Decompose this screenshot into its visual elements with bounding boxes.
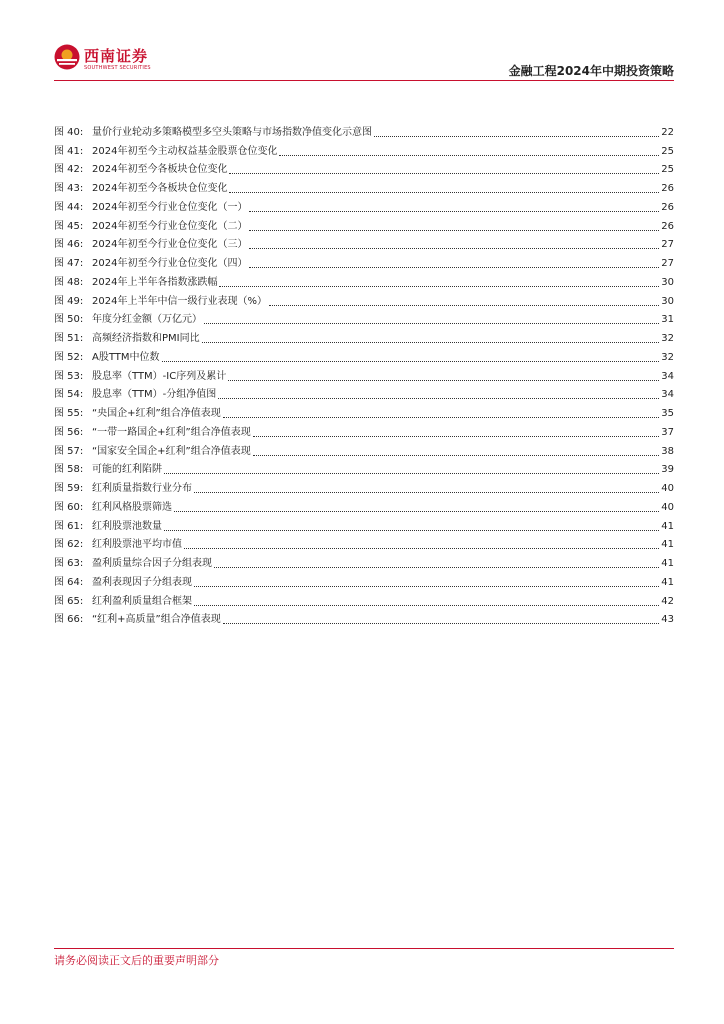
toc-entry[interactable] bbox=[54, 514, 674, 533]
toc-figure-number: 图 55: bbox=[54, 408, 84, 419]
toc-figure-number: 图 41: bbox=[54, 145, 84, 157]
toc-figure-number: 图 47: bbox=[54, 258, 84, 269]
toc-figure-title: 高频经济指数和PMI同比 bbox=[92, 333, 200, 344]
toc-page-number: 38 bbox=[661, 445, 674, 457]
toc-figure-number: 图 40: bbox=[54, 126, 84, 138]
footer-disclaimer: 请务必阅读正文后的重要声明部分 bbox=[54, 954, 219, 967]
logo-emblem-icon bbox=[54, 44, 80, 70]
toc-figure-title: 2024年上半年各指数涨跌幅 bbox=[92, 276, 218, 288]
toc-figure-title: 2024年初至今行业仓位变化（三） bbox=[92, 239, 248, 251]
toc-leader-dots bbox=[164, 529, 659, 531]
toc-figure-number: 图 56: bbox=[54, 426, 84, 438]
toc-leader-dots bbox=[194, 491, 659, 493]
page-header bbox=[54, 40, 674, 82]
toc-figure-number: 图 59: bbox=[54, 483, 84, 494]
toc-leader-dots bbox=[162, 360, 660, 362]
toc-figure-number: 图 54: bbox=[54, 389, 84, 401]
toc-page-number: 34 bbox=[661, 389, 674, 401]
toc-page-number: 26 bbox=[661, 220, 674, 232]
toc-figure-number: 图 58: bbox=[54, 464, 84, 476]
toc-entry[interactable] bbox=[54, 420, 674, 439]
toc-page-number: 41 bbox=[661, 520, 674, 532]
toc-leader-dots bbox=[218, 397, 659, 399]
toc-leader-dots bbox=[194, 604, 659, 606]
toc-leader-dots bbox=[249, 266, 659, 268]
toc-figure-number: 图 53: bbox=[54, 370, 84, 382]
toc-page-number: 40 bbox=[661, 483, 674, 494]
toc-entry[interactable] bbox=[54, 439, 674, 458]
toc-figure-title: 股息率（TTM）-IC序列及累计 bbox=[92, 370, 227, 382]
toc-leader-dots bbox=[229, 191, 659, 193]
toc-entry[interactable] bbox=[54, 589, 674, 608]
toc-leader-dots bbox=[253, 454, 660, 456]
toc-figure-title: “国家安全国企+红利”组合净值表现 bbox=[92, 445, 251, 457]
toc-entry[interactable] bbox=[54, 551, 674, 570]
toc-figure-number: 图 45: bbox=[54, 220, 84, 232]
toc-entry[interactable] bbox=[54, 233, 674, 252]
toc-leader-dots bbox=[228, 379, 659, 381]
toc-figure-title: 盈利表现因子分组表现 bbox=[92, 576, 192, 588]
toc-entry[interactable] bbox=[54, 608, 674, 627]
toc-figure-title: “红利+高质量”组合净值表现 bbox=[92, 614, 221, 626]
toc-entry[interactable] bbox=[54, 120, 674, 139]
toc-leader-dots bbox=[253, 435, 660, 437]
toc-entry[interactable] bbox=[54, 139, 674, 158]
toc-figure-title: 2024年上半年中信一级行业表现（%） bbox=[92, 295, 267, 307]
toc-figure-title: 2024年初至今行业仓位变化（一） bbox=[92, 201, 248, 213]
toc-entry[interactable] bbox=[54, 345, 674, 364]
toc-entry[interactable] bbox=[54, 364, 674, 383]
header-divider bbox=[54, 80, 674, 81]
toc-entry[interactable] bbox=[54, 533, 674, 552]
toc-figure-number: 图 51: bbox=[54, 333, 84, 344]
toc-figure-title: 红利质量指数行业分布 bbox=[92, 483, 192, 494]
toc-entry[interactable] bbox=[54, 289, 674, 308]
toc-figure-number: 图 66: bbox=[54, 614, 84, 626]
toc-leader-dots bbox=[184, 547, 659, 549]
toc-leader-dots bbox=[202, 341, 660, 343]
toc-figure-title: 2024年初至今行业仓位变化（二） bbox=[92, 220, 248, 232]
toc-page-number: 42 bbox=[661, 595, 674, 607]
toc-page-number: 35 bbox=[661, 408, 674, 419]
toc-figure-number: 图 44: bbox=[54, 201, 84, 213]
toc-entry[interactable] bbox=[54, 195, 674, 214]
toc-page-number: 37 bbox=[661, 426, 674, 438]
toc-figure-title: A股TTM中位数 bbox=[92, 351, 160, 363]
toc-figure-title: 2024年初至今各板块仓位变化 bbox=[92, 183, 228, 194]
toc-figure-number: 图 62: bbox=[54, 539, 84, 551]
toc-figure-title: 2024年初至今主动权益基金股票仓位变化 bbox=[92, 145, 278, 157]
toc-figure-title: 股息率（TTM）-分组净值图 bbox=[92, 389, 217, 401]
toc-entry[interactable] bbox=[54, 251, 674, 270]
toc-page-number: 27 bbox=[661, 258, 674, 269]
toc-page-number: 22 bbox=[661, 126, 674, 138]
toc-page-number: 32 bbox=[661, 333, 674, 344]
toc-page-number: 30 bbox=[661, 276, 674, 288]
toc-figure-number: 图 49: bbox=[54, 295, 84, 307]
toc-figure-number: 图 65: bbox=[54, 595, 84, 607]
figure-list bbox=[54, 120, 674, 626]
toc-leader-dots bbox=[249, 229, 659, 231]
toc-leader-dots bbox=[279, 154, 659, 156]
logo-chinese-name: 西南证券 bbox=[84, 47, 149, 65]
toc-figure-title: 红利股票池平均市值 bbox=[92, 539, 182, 551]
footer-divider bbox=[54, 948, 674, 949]
toc-figure-title: 量价行业轮动多策略模型多空头策略与市场指数净值变化示意图 bbox=[92, 126, 372, 138]
document-title: 金融工程2024年中期投资策略 bbox=[508, 64, 674, 78]
company-logo bbox=[54, 42, 164, 76]
toc-leader-dots bbox=[223, 416, 660, 418]
toc-page-number: 41 bbox=[661, 539, 674, 551]
toc-leader-dots bbox=[194, 585, 659, 587]
toc-entry[interactable] bbox=[54, 270, 674, 289]
toc-page-number: 26 bbox=[661, 201, 674, 213]
toc-figure-number: 图 50: bbox=[54, 314, 84, 326]
toc-entry[interactable] bbox=[54, 570, 674, 589]
toc-figure-title: 2024年初至今行业仓位变化（四） bbox=[92, 258, 248, 269]
toc-leader-dots bbox=[249, 247, 659, 249]
toc-entry[interactable] bbox=[54, 495, 674, 514]
toc-leader-dots bbox=[174, 510, 659, 512]
toc-leader-dots bbox=[214, 566, 659, 568]
toc-entry[interactable] bbox=[54, 214, 674, 233]
toc-entry[interactable] bbox=[54, 176, 674, 195]
toc-page-number: 27 bbox=[661, 239, 674, 251]
toc-figure-number: 图 42: bbox=[54, 164, 84, 176]
toc-figure-number: 图 63: bbox=[54, 558, 84, 569]
toc-figure-title: 可能的红利陷阱 bbox=[92, 464, 162, 476]
logo-english-name: SOUTHWEST SECURITIES bbox=[84, 65, 151, 71]
toc-entry[interactable] bbox=[54, 476, 674, 495]
toc-entry[interactable] bbox=[54, 401, 674, 420]
toc-leader-dots bbox=[223, 622, 660, 624]
toc-figure-title: 年度分红金额（万亿元） bbox=[92, 314, 202, 326]
toc-figure-number: 图 52: bbox=[54, 351, 84, 363]
toc-page-number: 25 bbox=[661, 145, 674, 157]
toc-leader-dots bbox=[269, 304, 659, 306]
toc-leader-dots bbox=[229, 172, 659, 174]
toc-leader-dots bbox=[204, 322, 659, 324]
toc-entry[interactable] bbox=[54, 326, 674, 345]
toc-page-number: 26 bbox=[661, 183, 674, 194]
toc-figure-number: 图 43: bbox=[54, 183, 84, 194]
toc-page-number: 25 bbox=[661, 164, 674, 176]
toc-leader-dots bbox=[374, 135, 659, 137]
toc-page-number: 43 bbox=[661, 614, 674, 626]
toc-page-number: 32 bbox=[661, 351, 674, 363]
toc-entry[interactable] bbox=[54, 458, 674, 477]
toc-figure-number: 图 46: bbox=[54, 239, 84, 251]
toc-figure-number: 图 60: bbox=[54, 501, 84, 513]
toc-figure-title: “一带一路国企+红利”组合净值表现 bbox=[92, 426, 251, 438]
toc-figure-title: “央国企+红利”组合净值表现 bbox=[92, 408, 221, 419]
toc-leader-dots bbox=[219, 285, 659, 287]
toc-page-number: 31 bbox=[661, 314, 674, 326]
toc-figure-number: 图 48: bbox=[54, 276, 84, 288]
toc-figure-title: 红利风格股票筛选 bbox=[92, 501, 172, 513]
toc-leader-dots bbox=[249, 210, 659, 212]
toc-entry[interactable] bbox=[54, 383, 674, 402]
toc-page-number: 41 bbox=[661, 576, 674, 588]
toc-entry[interactable] bbox=[54, 158, 674, 177]
toc-leader-dots bbox=[164, 472, 659, 474]
toc-figure-title: 盈利质量综合因子分组表现 bbox=[92, 558, 212, 569]
toc-figure-title: 红利股票池数量 bbox=[92, 520, 162, 532]
toc-page-number: 34 bbox=[661, 370, 674, 382]
toc-page-number: 41 bbox=[661, 558, 674, 569]
toc-figure-number: 图 57: bbox=[54, 445, 84, 457]
toc-entry[interactable] bbox=[54, 308, 674, 327]
toc-figure-number: 图 61: bbox=[54, 520, 84, 532]
toc-page-number: 39 bbox=[661, 464, 674, 476]
toc-figure-title: 2024年初至今各板块仓位变化 bbox=[92, 164, 228, 176]
toc-figure-number: 图 64: bbox=[54, 576, 84, 588]
toc-page-number: 30 bbox=[661, 295, 674, 307]
toc-figure-title: 红利盈利质量组合框架 bbox=[92, 595, 192, 607]
toc-page-number: 40 bbox=[661, 501, 674, 513]
